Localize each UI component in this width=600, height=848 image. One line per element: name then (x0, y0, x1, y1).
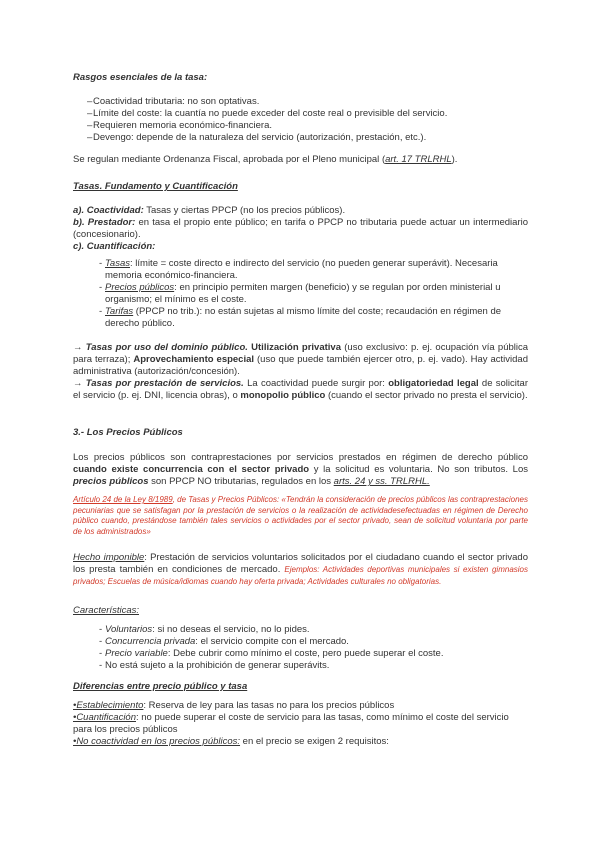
list-item: •Cuantificación: no puede superar el coste de servicio para las tasas, como mínimo el coste del servicio para los precios públicos (73, 712, 509, 735)
tasas-points (73, 205, 528, 253)
point-coactividad: a). Coactividad: Tasas y ciertas PPCP (no los precios públicos). (73, 205, 346, 216)
list-item: - Concurrencia privada: el servicio compite con el mercado. (73, 636, 528, 648)
list-item: •Establecimiento: Reserva de ley para las tasas no para los precios públicos (73, 700, 395, 711)
list-item: – Devengo: depende de la naturaleza del servicio (autorización, prestación, etc.). (73, 132, 528, 144)
paragraph-hecho-imponible: Hecho imponible: Prestación de servicios voluntarios solicitados por el ciudadano cuando el sector privado los presta también en condiciones de mercado. Ejemplos: Actividades deportivas municipales si existen gimnasios privados; Escuelas de música/idiomas cuando hay oferta privada; Actividades culturales no obligatorias. (73, 552, 528, 586)
heading-tasas: Tasas. Fundamento y Cuantificación (73, 181, 238, 192)
diferencias-list (73, 700, 528, 748)
heading-caracteristicas: Características: (73, 605, 139, 616)
paragraph-ordenanza: Se regulan mediante Ordenanza Fiscal, aprobada por el Pleno municipal (art. 17 TRLRHL). (73, 154, 458, 165)
arrow-icon: → (73, 342, 83, 353)
list-item: - Tasas: límite = coste directo e indirecto del servicio (no pueden generar superávit). Necesaria memoria económico-financiera. (73, 258, 528, 282)
list-item: - Precios públicos: en principio permiten margen (beneficio) y se regulan por orden ministerial u organismo; el mínimo es el coste. (73, 282, 528, 306)
list-item: - Voluntarios: si no deseas el servicio, no lo pides. (73, 624, 528, 636)
paragraph-prestacion: → Tasas por prestación de servicios. La coactividad puede surgir por: obligatoriedad legal de solicitar el servicio (p. ej. DNI, licencia obras), o monopolio público (cuando el sector privado no presta el servicio). (73, 378, 528, 401)
uso-dominio (73, 342, 528, 402)
list-item: •No coactividad en los precios públicos: en el precio se exigen 2 requisitos: (73, 736, 389, 747)
cuantificacion-list (73, 258, 528, 330)
list-item: - Precio variable: Debe cubrir como mínimo el coste, pero puede superar el coste. (73, 648, 528, 660)
point-cuantificacion: c). Cuantificación: (73, 241, 156, 252)
list-item-continuation: - No está sujeto a la prohibición de generar superávits. (73, 660, 528, 672)
point-prestador: b). Prestador: en tasa el propio ente público; en tarifa o PPCP no tributaria puede actuar un intermediario (concesionario). (73, 217, 529, 240)
caracteristicas-list (73, 624, 528, 672)
legal-reference: art. 17 TRLRHL (385, 154, 452, 165)
rasgos-list (73, 96, 528, 144)
heading-precios-publicos: 3.- Los Precios Públicos (73, 427, 183, 438)
list-item: – Requieren memoria económico-financiera. (73, 120, 528, 132)
arrow-icon: → (73, 378, 83, 389)
list-item: - Tarifas (PPCP no trib.): no están sujetas al mismo límite del coste; recaudación en régimen de derecho público. (73, 306, 528, 330)
list-item: – Límite del coste: la cuantía no puede exceder del coste real o previsible del servicio. (73, 108, 528, 120)
heading-diferencias: Diferencias entre precio público y tasa (73, 681, 248, 692)
list-item: – Coactividad tributaria: no son optativas. (73, 96, 528, 108)
quote-ley: Artículo 24 de la Ley 8/1989, de Tasas y Precios Públicos: «Tendrán la consideración de precios públicos las contraprestaciones pecuniarias que se satisfagan por la prestación de servicios o la realización de actividadesefectuadas en régimen de Derecho público cuando, prestándose también tales servicios o actividades por el sector privado, sean de solicitud voluntaria por parte de los administrados» (73, 495, 528, 536)
paragraph-precios: Los precios públicos son contraprestaciones por servicios prestados en régimen de derecho público cuando existe concurrencia con el sector privado y la solicitud es voluntaria. No son tributos. Los precios públicos son PPCP NO tributarias, regulados en los arts. 24 y ss. TRLRHL. (73, 452, 528, 487)
heading-rasgos: Rasgos esenciales de la tasa: (73, 72, 208, 83)
paragraph-dominio-publico: → Tasas por uso del dominio público. Utilización privativa (uso exclusivo: p. ej. ocupación vía pública para terraza); Aprovechamiento especial (uso que puede también ejercer otro, p. ej. vado). Hay actividad administrativa (autorización/concesión). (73, 342, 529, 377)
